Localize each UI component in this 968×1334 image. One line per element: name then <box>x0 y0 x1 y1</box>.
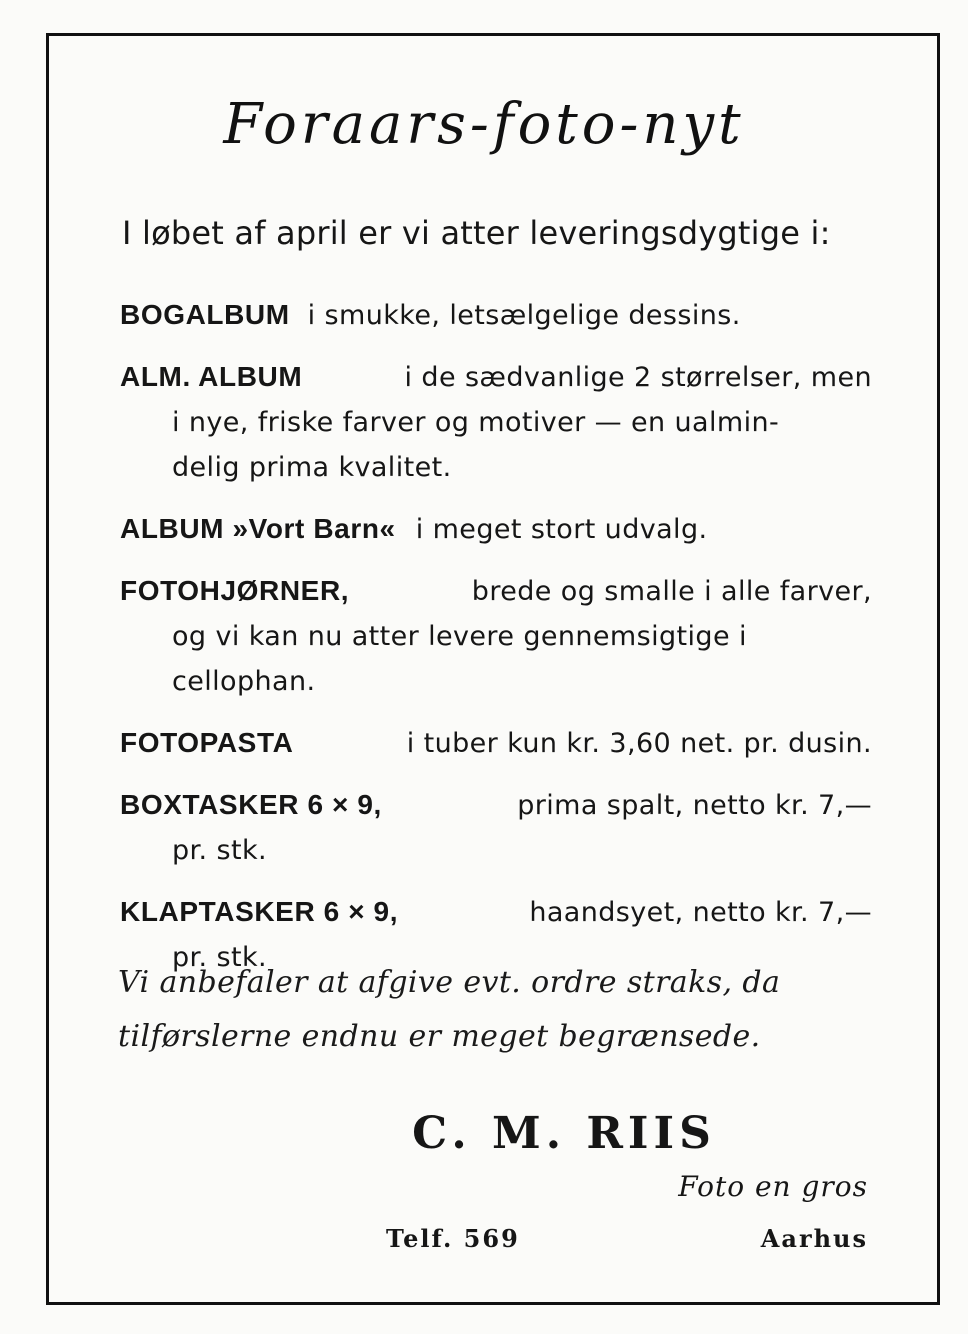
list-item-bogalbum <box>120 292 872 338</box>
item-continuation: i nye, friske farver og motiver — en ualmin- <box>172 407 780 438</box>
item-heading: BOGALBUM <box>120 299 290 330</box>
phone-number: Telf. 569 <box>386 1224 520 1253</box>
item-text: i smukke, letsælgelige dessins. <box>307 300 741 331</box>
list-item-fotopasta <box>120 720 872 766</box>
closing-line: tilførslerne endnu er meget begrænsede. <box>118 1019 761 1054</box>
list-item-alm-album <box>120 354 872 490</box>
item-heading: FOTOPASTA <box>120 727 294 758</box>
item-heading: BOXTASKER 6 × 9, <box>120 789 382 820</box>
item-heading: ALBUM »Vort Barn« <box>120 513 396 544</box>
item-continuation: delig prima kvalitet. <box>172 452 452 483</box>
item-heading: KLAPTASKER 6 × 9, <box>120 896 399 927</box>
list-item-album-vort-barn <box>120 506 872 552</box>
item-text: prima spalt, netto kr. 7,— <box>517 790 872 821</box>
page-title: Foraars-foto-nyt <box>223 92 745 157</box>
intro-text: I løbet af april er vi atter leveringsdygtige i: <box>122 214 831 252</box>
item-continuation: cellophan. <box>172 666 316 697</box>
company-name: C. M. RIIS <box>412 1108 716 1159</box>
item-continuation: og vi kan nu atter levere gennemsigtige i <box>172 621 747 652</box>
item-text: i meget stort udvalg. <box>415 514 708 545</box>
item-continuation: pr. stk. <box>172 835 267 866</box>
item-text: haandsyet, netto kr. 7,— <box>529 897 872 928</box>
item-continuation: pr. stk. <box>172 942 267 973</box>
item-text: i tuber kun kr. 3,60 net. pr. dusin. <box>406 728 872 759</box>
city-name: Aarhus <box>760 1224 868 1253</box>
item-text: brede og smalle i alle farver, <box>471 576 872 607</box>
item-text: i de sædvanlige 2 størrelser, men <box>404 362 872 393</box>
closing-line: Vi anbefaler at afgive evt. ordre straks, da <box>118 965 781 1000</box>
list-item-fotohjorner <box>120 568 872 704</box>
item-heading: FOTOHJØRNER, <box>120 575 350 606</box>
item-heading: ALM. ALBUM <box>120 361 303 392</box>
product-list <box>120 292 872 996</box>
list-item-boxtasker <box>120 782 872 873</box>
closing-note <box>118 956 870 1064</box>
company-subtitle: Foto en gros <box>678 1170 868 1203</box>
